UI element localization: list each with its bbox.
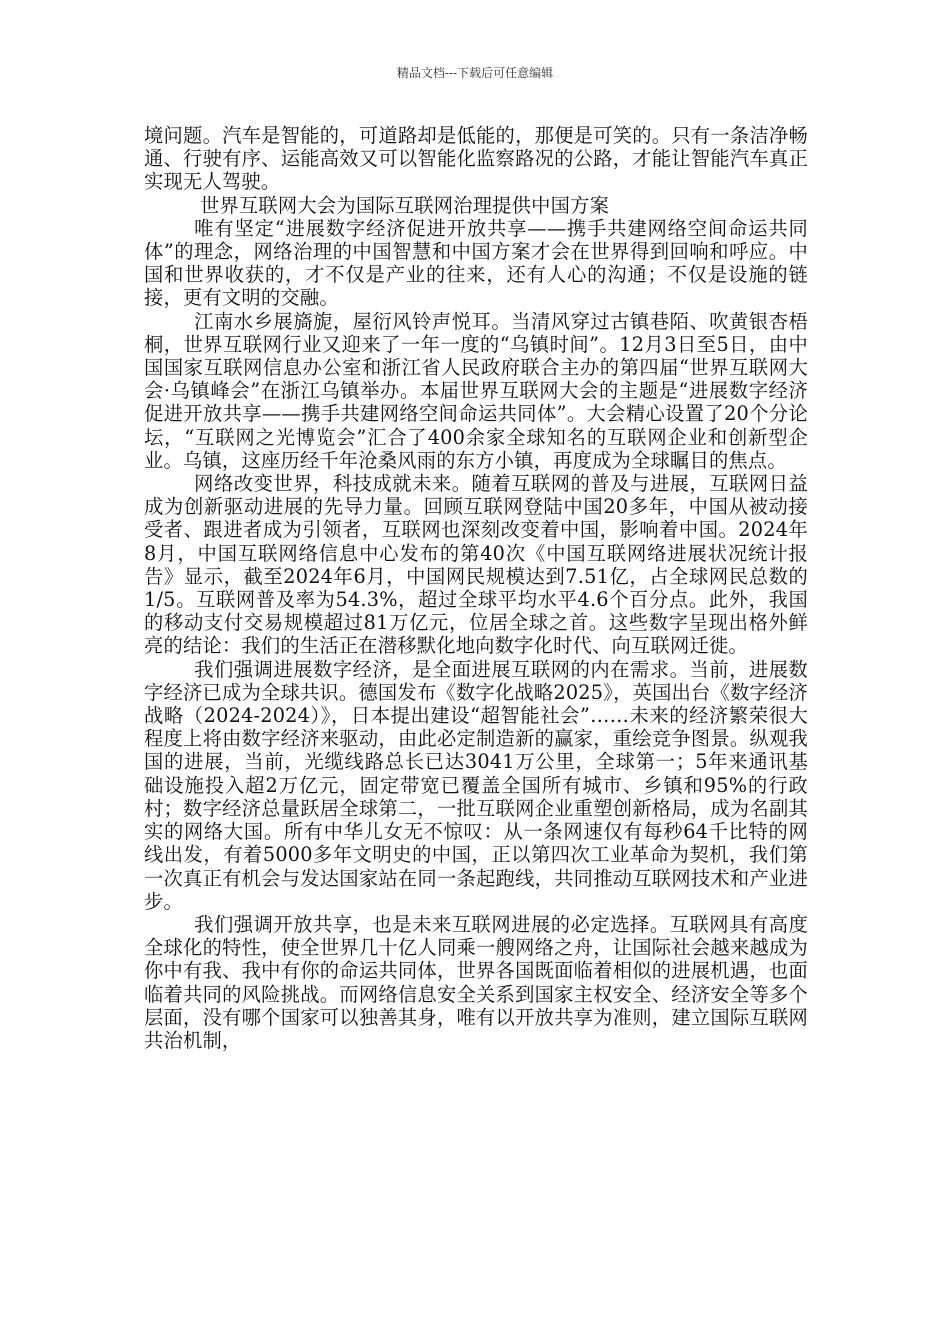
paragraph: 唯有坚定“进展数字经济促进开放共享——携手共建网络空间命运共同体”的理念，网络治理的中国智慧和中国方案才会在世界得到回响和呼应。中国和世界收获的，才不仅是产业的往来，还有人心的沟通；不仅是设施的链接，更有文明的交融。 (144, 216, 808, 310)
paragraph: 网络改变世界，科技成就未来。随着互联网的普及与进展，互联网日益成为创新驱动进展的先导力量。回顾互联网登陆中国20多年，中国从被动接受者、跟进者成为引领者，互联网也深刻改变着中国，影响着中国。2024年8月，中国互联网络信息中心发布的第40次《中国互联网络进展状况统计报告》显示，截至2024年6月，中国网民规模达到7.51亿，占全球网民总数的1/5。互联网普及率为54.3%，超过全球平均水平4.6个百分点。此外，我国的移动支付交易规模超过81万亿元，位居全球之首。这些数字呈现出格外鲜亮的结论：我们的生活正在潜移默化地向数字化时代、向互联网迁徙。 (144, 472, 808, 658)
section-heading: 世界互联网大会为国际互联网治理提供中国方案 (199, 193, 610, 217)
paragraph: 我们强调进展数字经济，是全面进展互联网的内在需求。当前，进展数字经济已成为全球共识。德国发布《数字化战略2025》，英国出台《数字经济战略（2024-2024）》，日本提出建设“超智能社会”……未来的经济繁荣很大程度上将由数字经济来驱动，由此必定制造新的赢家，重绘竞争图景。纵观我国的进展，当前，光缆线路总长已达3041万公里，全球第一；5年来通讯基础设施投入超2万亿元，固定带宽已覆盖全国所有城市、乡镇和95%的行政村；数字经济总量跃居全球第二，一批互联网企业重塑创新格局，成为名副其实的网络大国。所有中华儿女无不惊叹：从一条网速仅有每秒64千比特的网线出发，有着5000多年文明史的中国，正以第四次工业革命为契机，我们第一次真正有机会与发达国家站在同一条起跑线，共同推动互联网技术和产业进步。 (144, 657, 808, 913)
paragraph: 江南水乡展旖旎，屋衍风铃声悦耳。当清风穿过古镇巷陌、吹黄银杏梧桐，世界互联网行业又迎来了一年一度的“乌镇时间”。12月3日至5日，由中国国家互联网信息办公室和浙江省人民政府联合主办的第四届“世界互联网大会·乌镇峰会”在浙江乌镇举办。本届世界互联网大会的主题是“进展数字经济促进开放共享——携手共建网络空间命运共同体”。大会精心设置了20个分论坛，“互联网之光博览会”汇合了400余家全球知名的互联网企业和创新型企业。乌镇，这座历经千年沧桑风雨的东方小镇，再度成为全球瞩目的焦点。 (144, 309, 808, 472)
document-body (144, 124, 808, 1052)
paragraph: 我们强调开放共享，也是未来互联网进展的必定选择。互联网具有高度全球化的特性，使全世界几十亿人同乘一艘网络之舟，让国际社会越来越成为你中有我、我中有你的命运共同体，世界各国既面临着相似的进展机遇，也面临着共同的风险挑战。而网络信息安全关系到国家主权安全、经济安全等多个层面，没有哪个国家可以独善其身，唯有以开放共享为准则，建立国际互联网共治机制， (144, 912, 808, 1052)
paragraph-continuation: 境问题。汽车是智能的，可道路却是低能的，那便是可笑的。只有一条洁净畅通、行驶有序、运能高效又可以智能化监察路况的公路，才能让智能汽车真正实现无人驾驶。 (144, 124, 808, 194)
page-header: 精品文档---下载后可任意编辑 (396, 66, 554, 80)
